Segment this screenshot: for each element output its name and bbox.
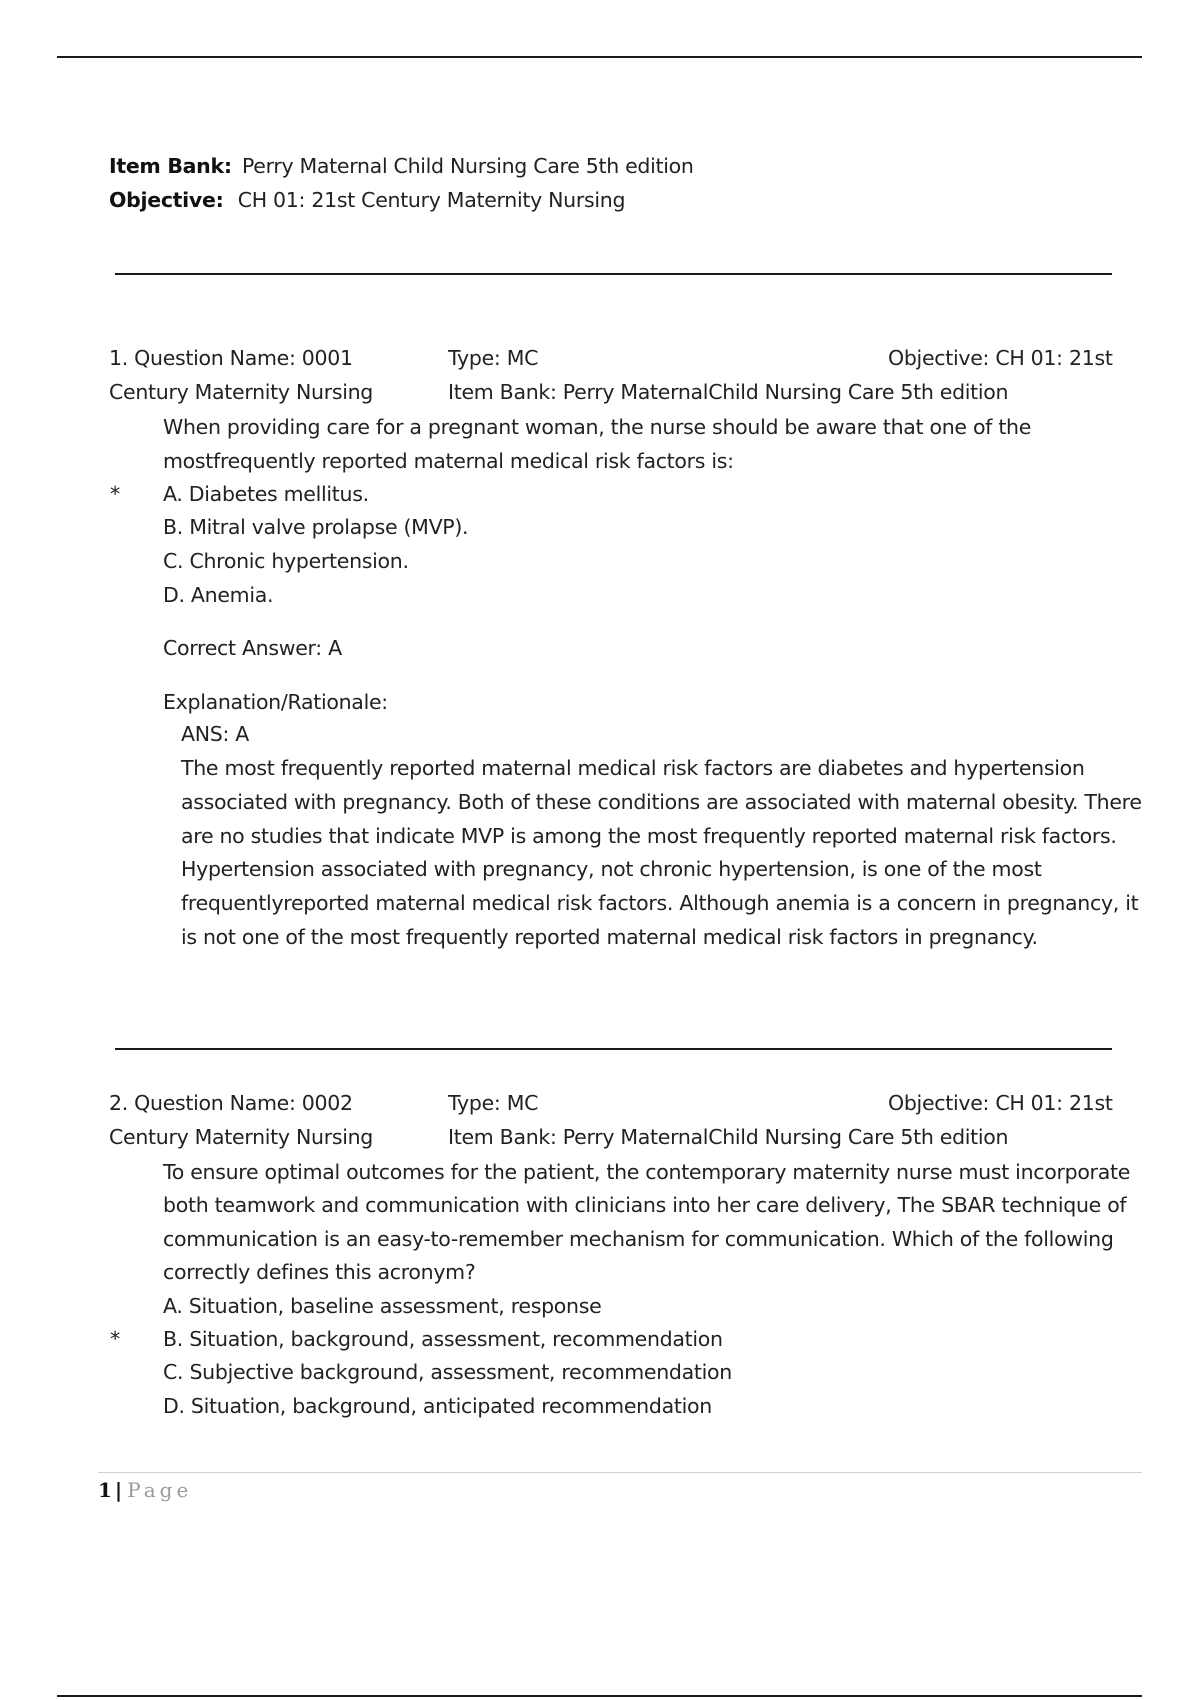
footer-rule	[98, 1472, 1142, 1473]
q1-rationale-line: are no studies that indicate MVP is among the most frequently reported maternal risk factors.	[181, 824, 1117, 848]
q2-question-name: 2. Question Name: 0002	[109, 1091, 353, 1115]
page-word: Page	[127, 1478, 193, 1502]
q2-option-b: B. Situation, background, assessment, recommendation	[163, 1327, 723, 1351]
page-number: 1	[98, 1478, 113, 1502]
q1-stem-line: When providing care for a pregnant woman, the nurse should be aware that one of the	[163, 415, 1032, 439]
q1-explanation-label: Explanation/Rationale:	[163, 690, 388, 714]
q1-rationale-line: associated with pregnancy. Both of these conditions are associated with maternal obesity. There	[181, 790, 1142, 814]
q1-rationale-line: frequentlyreported maternal medical risk factors. Although anemia is a concern in pregnancy, it	[181, 891, 1139, 915]
question-divider	[115, 1048, 1112, 1050]
page-footer	[98, 1478, 192, 1502]
q1-question-name: 1. Question Name: 0001	[109, 346, 353, 370]
q1-item-bank: Item Bank: Perry MaternalChild Nursing Care 5th edition	[448, 380, 1009, 404]
q2-stem-line: To ensure optimal outcomes for the patient, the contemporary maternity nurse must incorporate	[163, 1160, 1131, 1184]
item-bank-value: Perry Maternal Child Nursing Care 5th edition	[241, 154, 694, 178]
q1-objective: Objective: CH 01: 21st	[888, 346, 1113, 370]
q2-stem-line: both teamwork and communication with clinicians into her care delivery, The SBAR technique of	[163, 1193, 1127, 1217]
q1-correct-answer: Correct Answer: A	[163, 636, 342, 660]
bottom-page-rule	[57, 1695, 1142, 1697]
header-objective	[109, 188, 625, 212]
q1-rationale-line: The most frequently reported maternal medical risk factors are diabetes and hypertension	[181, 756, 1085, 780]
q1-ans: ANS: A	[181, 722, 250, 746]
q2-correct-marker: *	[110, 1327, 120, 1351]
header-divider	[115, 273, 1112, 275]
q1-stem-line: mostfrequently reported maternal medical risk factors is:	[163, 449, 734, 473]
top-page-rule	[57, 56, 1142, 58]
q2-option-c: C. Subjective background, assessment, recommendation	[163, 1360, 732, 1384]
q1-objective-continued: Century Maternity Nursing	[109, 380, 374, 404]
q1-option-d: D. Anemia.	[163, 583, 274, 607]
q1-rationale-line: is not one of the most frequently reported maternal medical risk factors in pregnancy.	[181, 925, 1038, 949]
q1-rationale-line: Hypertension associated with pregnancy, not chronic hypertension, is one of the most	[181, 857, 1042, 881]
q1-option-c: C. Chronic hypertension.	[163, 549, 409, 573]
q2-type: Type: MC	[448, 1091, 539, 1115]
q2-option-a: A. Situation, baseline assessment, response	[163, 1294, 602, 1318]
q1-option-b: B. Mitral valve prolapse (MVP).	[163, 515, 469, 539]
q1-type: Type: MC	[448, 346, 539, 370]
item-bank-label: Item Bank:	[109, 154, 232, 178]
q2-stem-line: correctly defines this acronym?	[163, 1260, 476, 1284]
q2-objective: Objective: CH 01: 21st	[888, 1091, 1113, 1115]
q1-correct-marker: *	[110, 482, 120, 506]
header-item-bank	[109, 154, 694, 178]
objective-value: CH 01: 21st Century Maternity Nursing	[237, 188, 626, 212]
q2-option-d: D. Situation, background, anticipated recommendation	[163, 1394, 712, 1418]
q2-stem-line: communication is an easy-to-remember mechanism for communication. Which of the following	[163, 1227, 1114, 1251]
objective-label: Objective:	[109, 188, 224, 212]
page-separator: |	[114, 1478, 124, 1502]
q2-objective-continued: Century Maternity Nursing	[109, 1125, 374, 1149]
q2-item-bank: Item Bank: Perry MaternalChild Nursing Care 5th edition	[448, 1125, 1009, 1149]
q1-option-a: A. Diabetes mellitus.	[163, 482, 369, 506]
